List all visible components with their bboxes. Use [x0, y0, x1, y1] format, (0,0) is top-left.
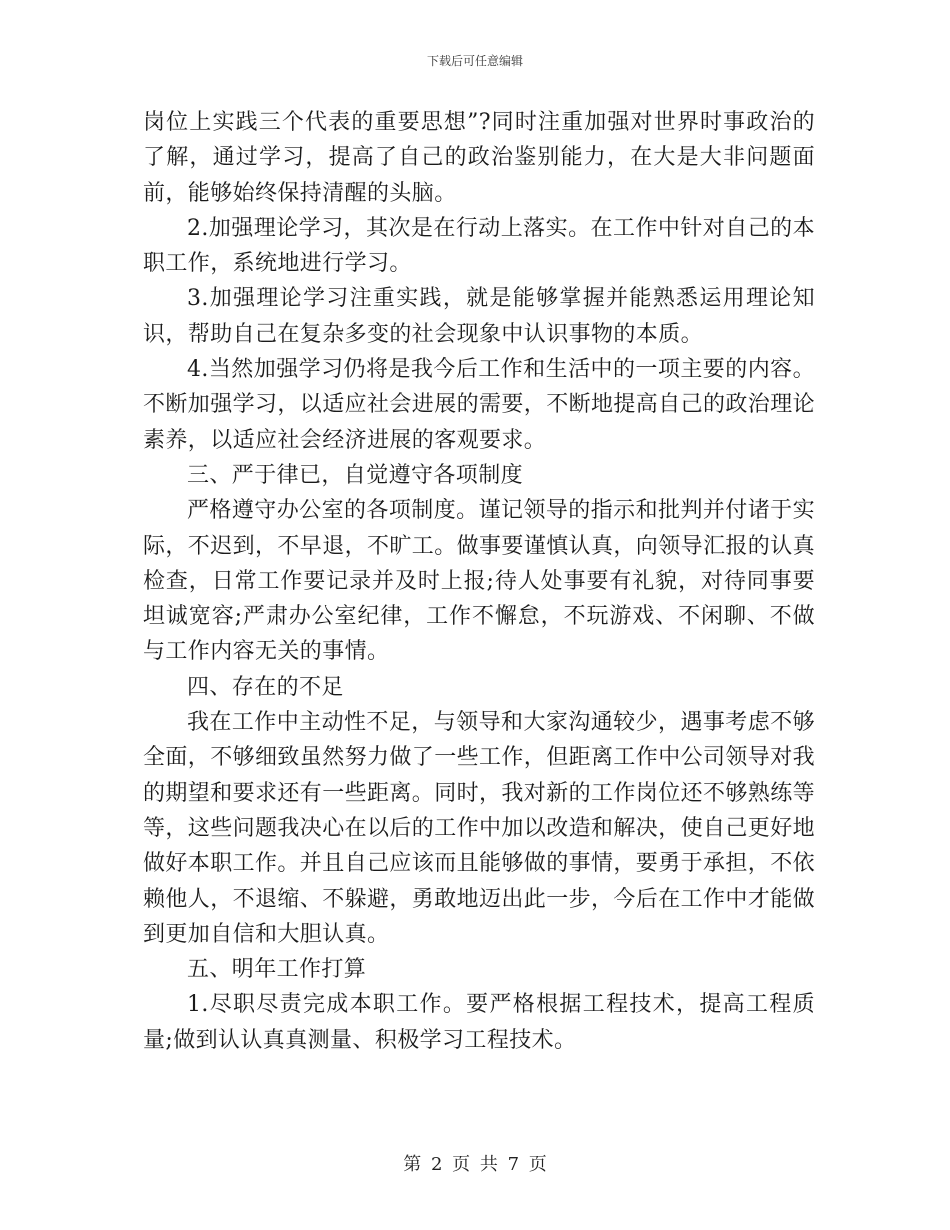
document-body	[143, 105, 815, 1058]
section-heading-5: 五、明年工作打算	[187, 957, 367, 983]
section-heading-4: 四、存在的不足	[187, 674, 344, 700]
page-header: 下载后可任意编辑	[426, 54, 523, 68]
paragraph-item-2: 2.加强理论学习，其次是在行动上落实。在工作中针对自己的本职工作，系统地进行学习。	[143, 215, 815, 277]
paragraph-item-4: 4.当然加强学习仍将是我今后工作和生活中的一项主要的内容。不断加强学习，以适应社会进展的需要，不断地提高自己的政治理论素养，以适应社会经济进展的客观要求。	[143, 357, 816, 453]
paragraph-plan-item-1: 1.尽职尽责完成本职工作。要严格根据工程技术，提高工程质量;做到认认真真测量、积极学习工程技术。	[143, 992, 815, 1053]
paragraph-intro-continuation: 岗位上实践三个代表的重要思想”?同时注重加强对世界时事政治的了解，通过学习，提高了自己的政治鉴别能力，在大是大非问题面前，能够始终保持清醒的头脑。	[143, 110, 815, 206]
paragraph-rules: 严格遵守办公室的各项制度。谨记领导的指示和批判并付诸于实际，不迟到，不早退，不旷工。做事要谨慎认真，向领导汇报的认真检查，日常工作要记录并及时上报;待人处事要有礼貌，对待同事要坦诚宽容;严肃办公室纪律，工作不懈怠，不玩游戏、不闲聊、不做与工作内容无关的事情。	[143, 498, 816, 665]
section-heading-3: 三、严于律已，自觉遵守各项制度	[187, 462, 524, 488]
paragraph-item-3: 3.加强理论学习注重实践，就是能够掌握并能熟悉运用理论知识，帮助自己在复杂多变的社会现象中认识事物的本质。	[143, 286, 815, 347]
page-footer-page-number: 第 2 页 共 7 页	[403, 1154, 547, 1175]
paragraph-shortcomings: 我在工作中主动性不足，与领导和大家沟通较少，遇事考虑不够全面，不够细致虽然努力做了一些工作，但距离工作中公司领导对我的期望和要求还有一些距离。同时，我对新的工作岗位还不够熟练等等，这些问题我决心在以后的工作中加以改造和解决，使自己更好地做好本职工作。并且自己应该而且能够做的事情，要勇于承担，不依赖他人，不退缩、不躲避，勇敢地迈出此一步，今后在工作中才能做到更加自信和大胆认真。	[143, 710, 816, 947]
